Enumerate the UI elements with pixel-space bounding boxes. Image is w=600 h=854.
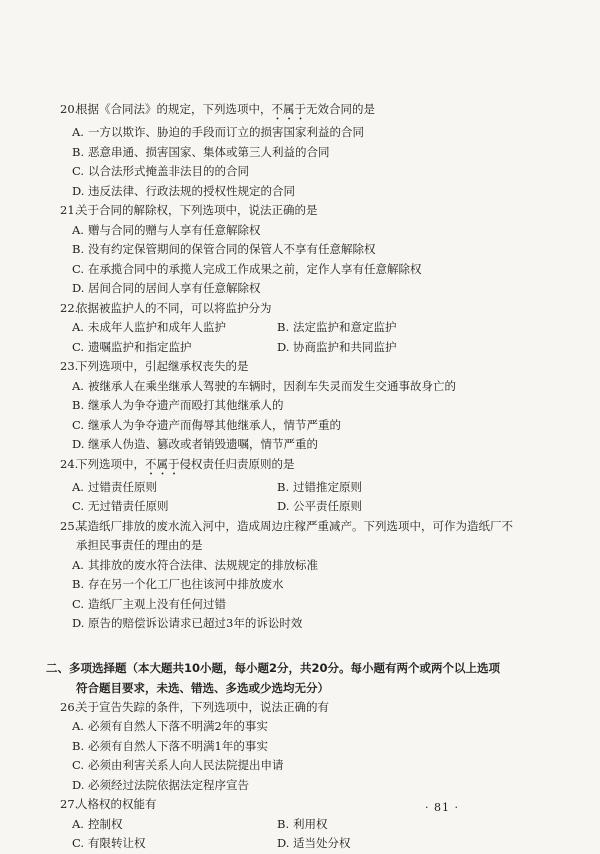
option-text: 造纸厂主观上没有任何过错 xyxy=(88,596,226,611)
page-number: · 81 · xyxy=(425,801,459,814)
option-a xyxy=(72,815,277,835)
option-a xyxy=(60,123,570,143)
section-header xyxy=(46,658,570,698)
option-text: 必须经过法院依据法定程序宣告 xyxy=(88,777,249,792)
option-d xyxy=(277,338,482,358)
option-letter: B. xyxy=(72,738,85,753)
option-letter: C. xyxy=(72,164,85,178)
option-letter: B. xyxy=(72,242,85,256)
option-letter: A. xyxy=(72,479,84,494)
option-letter: B. xyxy=(72,144,85,159)
option-b xyxy=(277,478,482,498)
question-text: 无效合同的是 xyxy=(306,102,375,116)
question-text: 关于合同的解除权，下列选项中，说法正确的是 xyxy=(76,203,318,217)
option-text: 继承人为争夺遗产而侮辱其他继承人，情节严重的 xyxy=(88,417,341,432)
option-text: 利用权 xyxy=(293,816,328,831)
option-b xyxy=(60,396,570,416)
option-text: 居间合同的居间人享有任意解除权 xyxy=(88,281,261,295)
option-text: 以合法形式掩盖非法目的的合同 xyxy=(88,164,249,178)
option-letter: A. xyxy=(72,378,84,393)
option-text: 过错责任原则 xyxy=(88,479,157,494)
option-d xyxy=(60,182,570,202)
option-row xyxy=(60,478,570,498)
question-number: 25. xyxy=(60,518,79,533)
question-text: 根据《合同法》的规定，下列选项中， xyxy=(76,102,272,116)
option-text: 一方以欺诈、胁迫的手段而订立的损害国家利益的合同 xyxy=(88,125,364,139)
question-content xyxy=(46,100,570,854)
option-letter: C. xyxy=(72,758,85,772)
option-text: 无过错责任原则 xyxy=(88,499,169,513)
option-row xyxy=(60,318,570,338)
option-letter: D. xyxy=(72,183,85,198)
option-c xyxy=(60,595,570,615)
option-letter: B. xyxy=(72,398,85,412)
option-letter: B. xyxy=(72,577,85,591)
option-text: 必须有自然人下落不明满2年的事实 xyxy=(88,719,268,733)
question-number: 26. xyxy=(60,699,79,714)
option-letter: D. xyxy=(277,339,290,354)
option-a xyxy=(60,221,570,241)
question-text: 下列选项中，引起继承权丧失的是 xyxy=(76,359,249,373)
option-letter: D. xyxy=(277,499,290,513)
option-c xyxy=(72,834,277,854)
option-text: 其排放的废水符合法律、法规规定的排放标准 xyxy=(88,557,318,572)
question-26 xyxy=(60,698,570,718)
option-text: 必须有自然人下落不明满1年的事实 xyxy=(88,738,268,753)
option-a xyxy=(60,377,570,397)
option-letter: D. xyxy=(277,836,290,850)
question-number: 23. xyxy=(60,359,79,373)
option-b xyxy=(60,737,570,757)
option-d xyxy=(277,834,482,854)
option-c xyxy=(60,162,570,182)
option-letter: B. xyxy=(277,320,290,334)
question-text: 某造纸厂排放的废水流入河中，造成周边庄稼严重减产。下列选项中，可作为造纸厂不 xyxy=(76,518,513,533)
option-text: 适当处分权 xyxy=(293,836,351,850)
option-b xyxy=(60,575,570,595)
option-letter: A. xyxy=(72,816,84,831)
emphasis-text: 不属于 xyxy=(271,102,306,116)
option-row xyxy=(60,815,570,835)
question-number: 20. xyxy=(60,102,79,116)
question-20 xyxy=(60,100,570,123)
option-b xyxy=(277,318,482,338)
option-letter: B. xyxy=(277,479,290,494)
question-text: 承担民事责任的理由的是 xyxy=(76,538,203,552)
option-text: 原告的赔偿诉讼请求已超过3年的诉讼时效 xyxy=(88,616,303,630)
option-d xyxy=(60,435,570,455)
option-text: 赠与合同的赠与人享有任意解除权 xyxy=(88,222,261,237)
option-d xyxy=(60,776,570,796)
option-letter: C. xyxy=(72,499,85,513)
option-text: 控制权 xyxy=(88,816,123,831)
option-text: 继承人伪造、篡改或者销毁遗嘱，情节严重的 xyxy=(88,437,318,451)
option-row xyxy=(60,497,570,517)
option-row xyxy=(60,834,570,854)
question-22 xyxy=(60,299,570,319)
option-b xyxy=(60,143,570,163)
option-letter: A. xyxy=(72,557,84,572)
question-21 xyxy=(60,201,570,221)
option-c xyxy=(60,260,570,280)
option-row xyxy=(60,338,570,358)
option-c xyxy=(60,756,570,776)
option-text: 法定监护和意定监护 xyxy=(293,320,397,334)
section-title: 二、多项选择题（本大题共10小题，每小题2分，共20分。每小题有两个或两个以上选项 xyxy=(46,660,501,675)
option-text: 公平责任原则 xyxy=(293,499,362,513)
option-letter: A. xyxy=(72,320,84,334)
option-letter: C. xyxy=(72,596,85,611)
option-letter: B. xyxy=(277,816,290,831)
question-text: 人格权的权能有 xyxy=(76,797,157,811)
option-text: 遗嘱监护和指定监护 xyxy=(88,339,192,354)
option-b xyxy=(60,240,570,260)
option-a xyxy=(60,556,570,576)
option-a xyxy=(72,478,277,498)
option-text: 必须由利害关系人向人民法院提出申请 xyxy=(88,758,284,772)
option-letter: A. xyxy=(72,125,84,139)
question-text: 侵权责任归责原则的是 xyxy=(179,456,295,471)
option-letter: A. xyxy=(72,719,84,733)
option-letter: C. xyxy=(72,339,85,354)
question-24 xyxy=(60,455,570,478)
option-d xyxy=(60,279,570,299)
option-letter: D. xyxy=(72,437,85,451)
question-25 xyxy=(60,517,570,537)
option-d xyxy=(277,497,482,517)
option-letter: D. xyxy=(72,281,85,295)
option-letter: C. xyxy=(72,261,85,276)
option-c xyxy=(60,416,570,436)
question-number: 27. xyxy=(60,797,79,811)
option-text: 恶意串通、损害国家、集体或第三人利益的合同 xyxy=(88,144,330,159)
option-text: 有限转让权 xyxy=(88,836,146,850)
option-letter: C. xyxy=(72,417,85,432)
option-letter: D. xyxy=(72,777,85,792)
option-text: 在承揽合同中的承揽人完成工作成果之前，定作人享有任意解除权 xyxy=(88,261,422,276)
option-text: 被继承人在乘坐继承人驾驶的车辆时，因刹车失灵而发生交通事故身亡的 xyxy=(88,378,456,393)
option-text: 违反法律、行政法规的授权性规定的合同 xyxy=(88,183,295,198)
option-letter: D. xyxy=(72,616,85,630)
emphasis-text: 不属于 xyxy=(145,456,180,471)
option-b xyxy=(277,815,482,835)
option-c xyxy=(72,338,277,358)
option-letter: C. xyxy=(72,836,85,850)
question-number: 21. xyxy=(60,203,79,217)
option-text: 存在另一个化工厂也往该河中排放废水 xyxy=(88,577,284,591)
question-number: 22. xyxy=(60,300,79,315)
section-instructions: 符合题目要求，未选、错选、多选或少选均无分） xyxy=(76,680,329,695)
option-a xyxy=(60,717,570,737)
option-text: 继承人为争夺遗产而殴打其他继承人的 xyxy=(88,398,284,412)
question-23 xyxy=(60,357,570,377)
question-number: 24. xyxy=(60,456,79,471)
question-text: 下列选项中， xyxy=(76,456,145,471)
option-c xyxy=(72,497,277,517)
option-text: 未成年人监护和成年人监护 xyxy=(88,320,226,334)
question-27 xyxy=(60,795,570,815)
option-text: 过错推定原则 xyxy=(293,479,362,494)
option-d xyxy=(60,614,570,634)
option-text: 没有约定保管期间的保管合同的保管人不享有任意解除权 xyxy=(88,242,376,256)
question-text: 依据被监护人的不同，可以将监护分为 xyxy=(76,300,272,315)
option-text: 协商监护和共同监护 xyxy=(293,339,397,354)
question-25-continued xyxy=(60,536,570,556)
option-letter: A. xyxy=(72,222,84,237)
option-a xyxy=(72,318,277,338)
question-text: 关于宣告失踪的条件，下列选项中，说法正确的有 xyxy=(76,699,329,714)
